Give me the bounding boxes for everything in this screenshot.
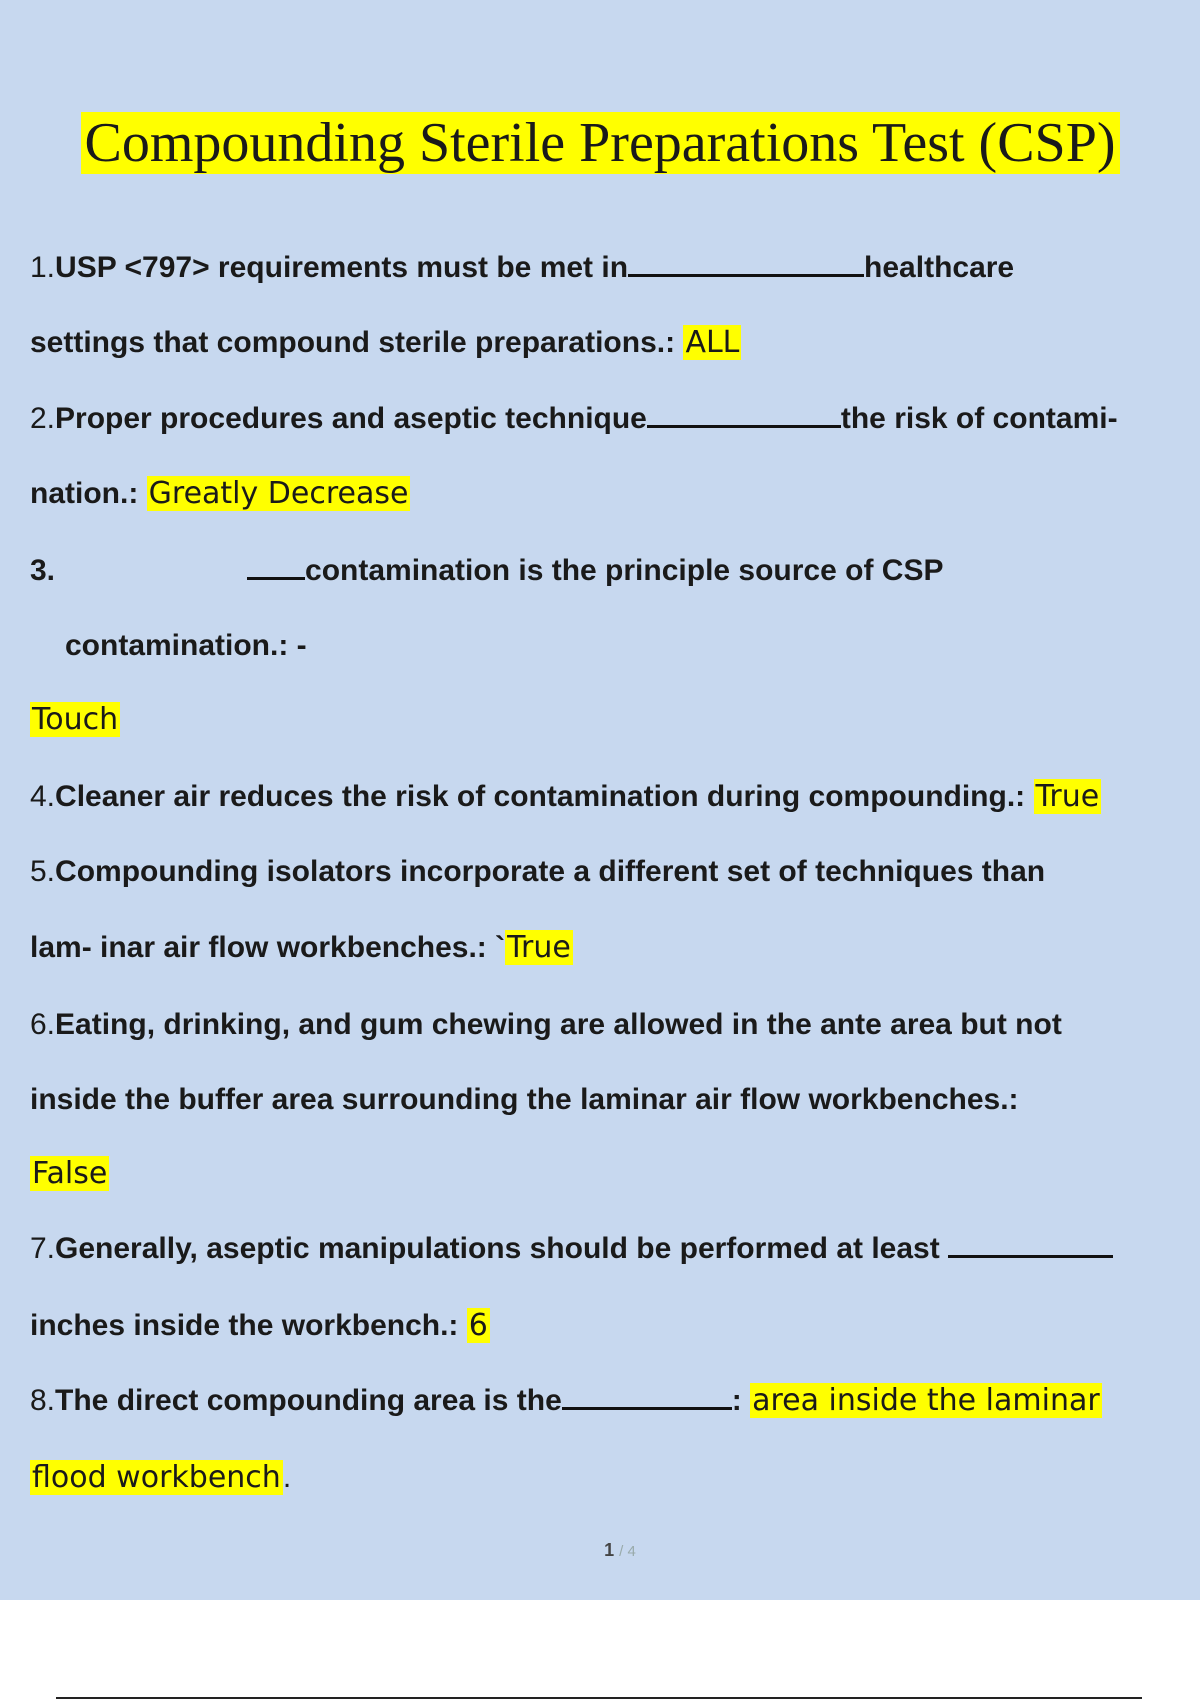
question-3: 3. contamination is the principle source of CSP [30, 554, 944, 587]
question-8-cont: flood workbench. [32, 1460, 292, 1495]
question-6: 6.Eating, drinking, and gum chewing are allowed in the ante area but not [30, 1008, 1062, 1041]
answer-blank [948, 1231, 1113, 1258]
answer-blank [628, 250, 864, 277]
page-indicator: 1 / 4 [604, 1540, 636, 1560]
question-2-cont: nation.: Greatly Decrease [30, 476, 409, 511]
answer-highlight: Touch [32, 702, 119, 737]
question-6-cont: inside the buffer area surrounding the laminar air flow workbenches.: [30, 1083, 1019, 1116]
answer-highlight: flood workbench [32, 1460, 281, 1495]
answer-blank [647, 401, 841, 428]
answer-highlight: True [507, 930, 571, 965]
question-7-cont: inches inside the workbench.: 6 [30, 1308, 488, 1343]
question-3-answer [30, 700, 120, 740]
question-1: 1.USP <797> requirements must be met in healthcare [30, 251, 1015, 284]
answer-blank [562, 1383, 732, 1410]
answer-blank [247, 553, 305, 580]
answer-highlight: area inside the laminar [752, 1383, 1100, 1418]
question-3-cont: contamination.: - [65, 629, 307, 662]
question-5: 5.Compounding isolators incorporate a different set of techniques than [30, 855, 1046, 888]
answer-highlight: False [32, 1156, 108, 1191]
page-divider [56, 1697, 1142, 1699]
question-8: 8.The direct compounding area is the : area inside the laminar [30, 1383, 1100, 1418]
question-5-cont: lam- inar air flow workbenches.: `True [30, 930, 571, 965]
page-title: Compounding Sterile Preparations Test (CSP) [0, 110, 1200, 176]
answer-highlight: ALL [685, 325, 740, 360]
question-1-cont: settings that compound sterile preparations.: ALL [30, 325, 740, 360]
answer-highlight: Greatly Decrease [148, 476, 409, 511]
question-7: 7.Generally, aseptic manipulations should be performed at least [30, 1229, 1113, 1269]
question-6-answer [30, 1154, 109, 1194]
answer-highlight: 6 [468, 1308, 488, 1343]
answer-highlight: True [1035, 779, 1100, 814]
question-2: 2.Proper procedures and aseptic technique the risk of contami- [30, 402, 1118, 435]
question-4: 4.Cleaner air reduces the risk of contamination during compounding.: True [30, 779, 1100, 814]
